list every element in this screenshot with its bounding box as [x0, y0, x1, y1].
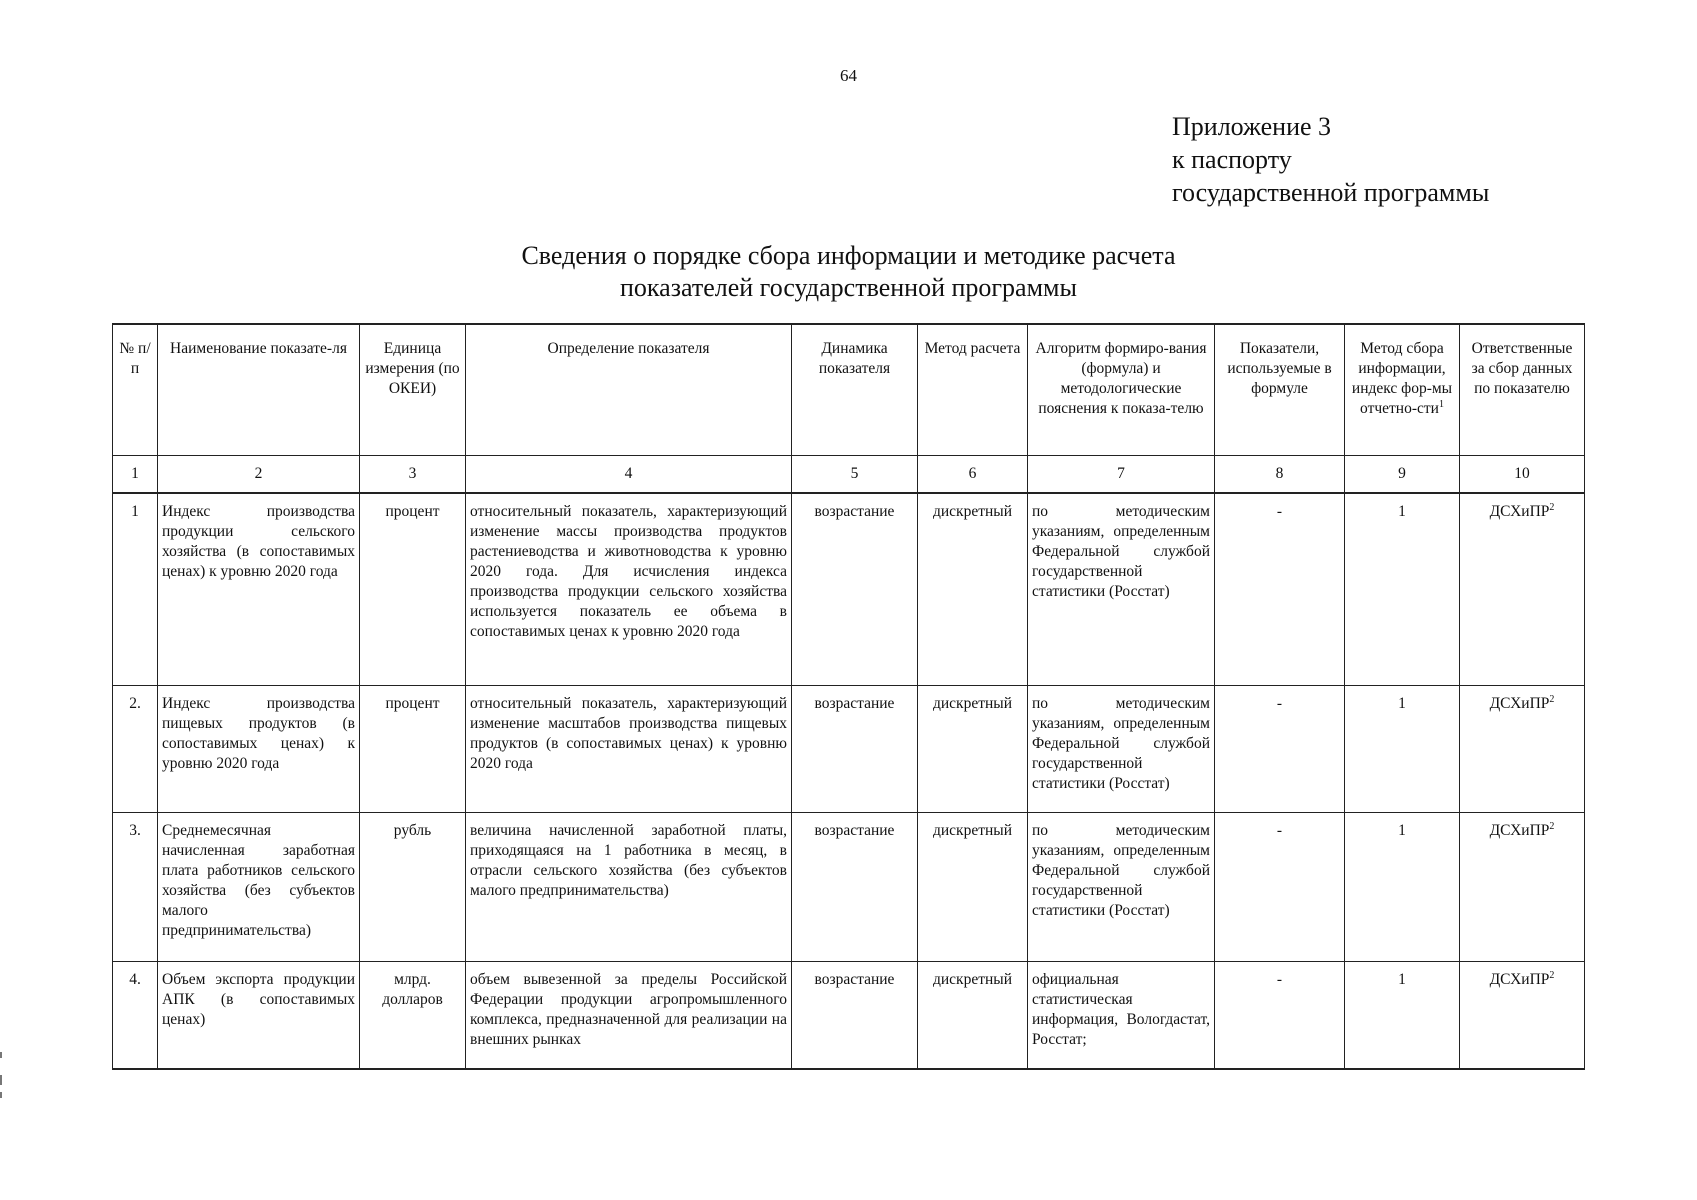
indicator-name: Индекс производства пищевых продуктов (в сопоставимых ценах) к уровню 2020 года — [158, 686, 360, 813]
collection-method: 1 — [1345, 962, 1460, 1070]
responsible-party — [1460, 686, 1585, 813]
responsible-text: ДСХиПР — [1489, 971, 1550, 988]
scan-edge-mark — [0, 1052, 2, 1058]
scan-edge-mark — [0, 1092, 2, 1098]
indicator-definition: относительный показатель, характеризующий изменение массы производства продуктов растениеводства и животноводства к уровню 2020 года. Для исчисления индекса производства продукции сельского хозяйства используется показатель ее объема в сопоставимых ценах к уровню 2020 года — [466, 493, 792, 686]
indicator-name: Среднемесячная начисленная заработная плата работников сельского хозяйства (без субъектов малого предпринимательства) — [158, 813, 360, 962]
footnote-mark: 2 — [1549, 501, 1555, 513]
table-row — [113, 813, 1585, 962]
indicator-definition: объем вывезенной за пределы Российской Федерации продукции агропромышленного комплекса, предназначенной для реализации на внешних рынках — [466, 962, 792, 1070]
column-number: 5 — [792, 456, 918, 494]
formula-indicators: - — [1215, 493, 1345, 686]
footnote-mark: 2 — [1549, 820, 1555, 832]
row-number: 2. — [113, 686, 158, 813]
responsible-party — [1460, 962, 1585, 1070]
indicator-unit: процент — [360, 493, 466, 686]
table-row — [113, 493, 1585, 686]
header-cell-indicators: Показатели, используемые в формуле — [1215, 324, 1345, 456]
header-cell-dynamics: Динамика показателя — [792, 324, 918, 456]
header-cell-name: Наименование показате-ля — [158, 324, 360, 456]
appendix-line-1: Приложение 3 — [1172, 112, 1332, 141]
header-cell-responsible: Ответственные за сбор данных по показателю — [1460, 324, 1585, 456]
calculation-algorithm: по методическим указаниям, определенным Федеральной службой государственной статистики (Росстат) — [1028, 493, 1215, 686]
indicator-unit: процент — [360, 686, 466, 813]
column-number: 1 — [113, 456, 158, 494]
calculation-algorithm: официальная статистическая информация, Вологдастат, Росстат; — [1028, 962, 1215, 1070]
header-cell-method: Метод расчета — [918, 324, 1028, 456]
indicator-name: Объем экспорта продукции АПК (в сопоставимых ценах) — [158, 962, 360, 1070]
column-number: 9 — [1345, 456, 1460, 494]
calculation-method: дискретный — [918, 686, 1028, 813]
column-number-row — [113, 456, 1585, 494]
responsible-party — [1460, 813, 1585, 962]
indicator-dynamics: возрастание — [792, 962, 918, 1070]
table-header-row — [113, 324, 1585, 456]
collection-method: 1 — [1345, 813, 1460, 962]
header-cell-definition: Определение показателя — [466, 324, 792, 456]
calculation-algorithm: по методическим указаниям, определенным Федеральной службой государственной статистики (Росстат) — [1028, 813, 1215, 962]
document-title-line-2: показателей государственной программы — [620, 273, 1077, 302]
column-number: 10 — [1460, 456, 1585, 494]
indicator-dynamics: возрастание — [792, 493, 918, 686]
column-number: 3 — [360, 456, 466, 494]
indicator-unit: рубль — [360, 813, 466, 962]
header-cell-num: № п/п — [113, 324, 158, 456]
appendix-note — [1172, 110, 1489, 209]
appendix-line-2: к паспорту — [1172, 145, 1292, 174]
column-number: 4 — [466, 456, 792, 494]
header-cell-collection-text: Метод сбора информации, индекс фор-мы отчетно-сти — [1351, 340, 1453, 417]
row-number: 4. — [113, 962, 158, 1070]
scan-edge-mark — [0, 1075, 2, 1085]
indicator-definition: относительный показатель, характеризующий изменение масштабов производства пищевых продуктов (в сопоставимых ценах) к уровню 2020 года — [466, 686, 792, 813]
column-number: 2 — [158, 456, 360, 494]
column-number: 6 — [918, 456, 1028, 494]
calculation-method: дискретный — [918, 962, 1028, 1070]
collection-method: 1 — [1345, 686, 1460, 813]
responsible-party — [1460, 493, 1585, 686]
header-cell-unit: Единица измерения (по ОКЕИ) — [360, 324, 466, 456]
responsible-text: ДСХиПР — [1489, 822, 1550, 839]
table-row — [113, 962, 1585, 1070]
indicator-unit: млрд. долларов — [360, 962, 466, 1070]
indicator-definition: величина начисленной заработной платы, приходящаяся на 1 работника в месяц, в отрасли сельского хозяйства (без субъектов малого предпринимательства) — [466, 813, 792, 962]
document-title — [0, 240, 1697, 304]
indicator-name: Индекс производства продукции сельского хозяйства (в сопоставимых ценах) к уровню 2020 года — [158, 493, 360, 686]
footnote-mark: 1 — [1438, 398, 1444, 410]
formula-indicators: - — [1215, 962, 1345, 1070]
row-number: 1 — [113, 493, 158, 686]
indicator-dynamics: возрастание — [792, 686, 918, 813]
document-title-line-1: Сведения о порядке сбора информации и методике расчета — [521, 241, 1176, 270]
column-number: 8 — [1215, 456, 1345, 494]
calculation-method: дискретный — [918, 493, 1028, 686]
footnote-mark: 2 — [1549, 693, 1555, 705]
calculation-method: дискретный — [918, 813, 1028, 962]
responsible-text: ДСХиПР — [1489, 695, 1550, 712]
indicator-dynamics: возрастание — [792, 813, 918, 962]
footnote-mark: 2 — [1549, 969, 1555, 981]
formula-indicators: - — [1215, 686, 1345, 813]
row-number: 3. — [113, 813, 158, 962]
header-cell-collection — [1345, 324, 1460, 456]
column-number: 7 — [1028, 456, 1215, 494]
indicators-table — [112, 323, 1585, 1070]
table-row — [113, 686, 1585, 813]
formula-indicators: - — [1215, 813, 1345, 962]
appendix-line-3: государственной программы — [1172, 178, 1490, 207]
page-number: 64 — [840, 66, 857, 85]
calculation-algorithm: по методическим указаниям, определенным Федеральной службой государственной статистики (Росстат) — [1028, 686, 1215, 813]
header-cell-algorithm: Алгоритм формиро-вания (формула) и методологические пояснения к показа-телю — [1028, 324, 1215, 456]
collection-method: 1 — [1345, 493, 1460, 686]
responsible-text: ДСХиПР — [1489, 503, 1550, 520]
